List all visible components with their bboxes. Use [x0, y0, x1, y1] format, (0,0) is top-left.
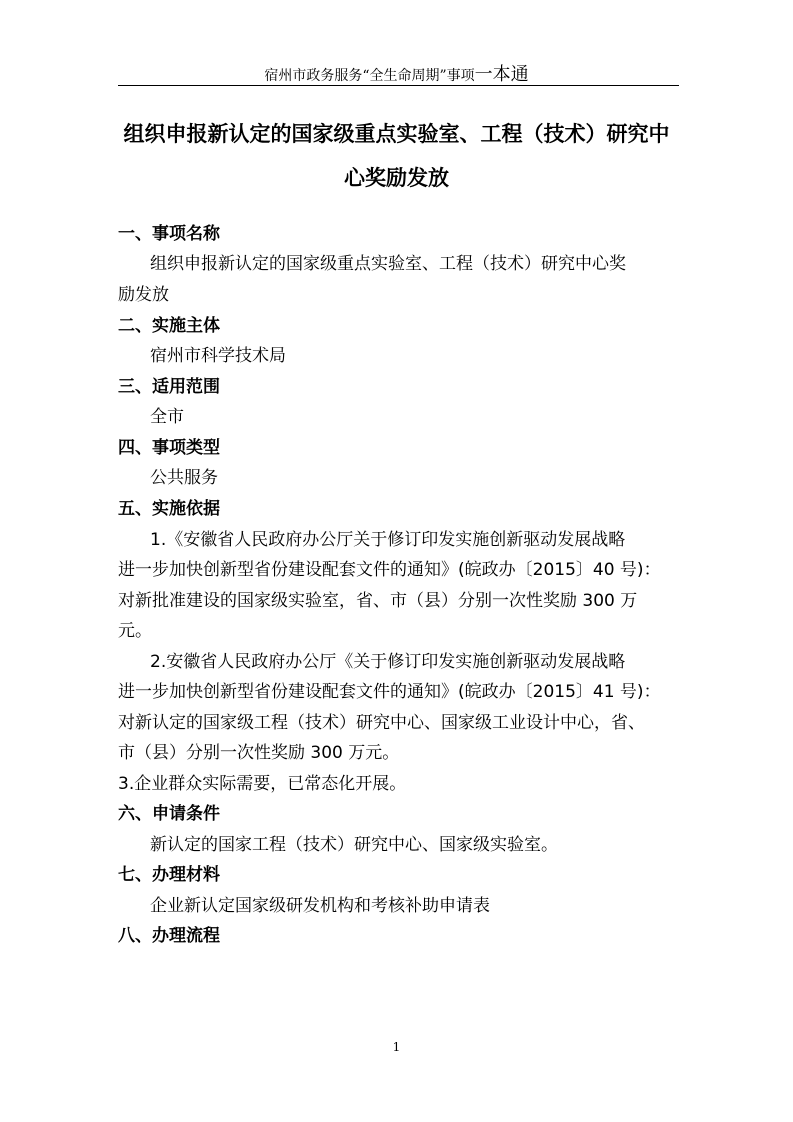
basis-2-line-1: 2.安徽省人民政府办公厅《关于修订印发实施创新驱动发展战略: [150, 652, 626, 672]
basis-1-line-3: 对新批准建设的国家级实验室，省、市（县）分别一次性奖励 300 万: [118, 591, 638, 611]
basis-2-line-3: 对新认定的国家级工程（技术）研究中心、国家级工业设计中心，省、: [118, 713, 645, 733]
header-rule: [118, 85, 679, 86]
section-7-text: 企业新认定国家级研发机构和考核补助申请表: [150, 896, 490, 916]
section-4-heading: 四、事项类型: [118, 438, 220, 458]
section-1-text-line-1: 组织申报新认定的国家级重点实验室、工程（技术）研究中心奖: [150, 254, 626, 274]
basis-2-line-2: 进一步加快创新型省份建设配套文件的通知》(皖政办〔2015〕41 号)：: [118, 682, 661, 702]
section-3-heading: 三、适用范围: [118, 377, 220, 397]
section-6-text: 新认定的国家工程（技术）研究中心、国家级实验室。: [150, 835, 558, 855]
basis-1-line-1: 1.《安徽省人民政府办公厅关于修订印发实施创新驱动发展战略: [150, 530, 626, 550]
running-header-prefix: 宿州市政务服务“全生命周期”事项: [264, 68, 475, 84]
basis-3: 3.企业群众实际需要，已常态化开展。: [118, 774, 407, 794]
section-2-text: 宿州市科学技术局: [150, 346, 286, 366]
section-1-text-line-2: 励发放: [118, 285, 169, 305]
document-title-line-2: 心奖励发放: [344, 166, 449, 190]
section-7-heading: 七、办理材料: [118, 865, 220, 885]
section-5-heading: 五、实施依据: [118, 499, 220, 519]
basis-2-line-4: 市（县）分别一次性奖励 300 万元。: [118, 743, 400, 763]
basis-1-line-4: 元。: [118, 621, 152, 641]
section-1-heading: 一、事项名称: [118, 224, 220, 244]
page-number: 1: [392, 1040, 401, 1054]
section-2-heading: 二、实施主体: [118, 316, 220, 336]
section-4-text: 公共服务: [150, 468, 218, 488]
document-title-line-1: 组织申报新认定的国家级重点实验室、工程（技术）研究中: [123, 122, 670, 146]
running-header: [0, 60, 793, 86]
basis-1-line-2: 进一步加快创新型省份建设配套文件的通知》(皖政办〔2015〕40 号)：: [118, 560, 661, 580]
running-header-suffix: 一本通: [474, 64, 529, 85]
section-6-heading: 六、申请条件: [118, 804, 220, 824]
section-8-heading: 八、办理流程: [118, 926, 220, 946]
section-3-text: 全市: [150, 407, 184, 427]
